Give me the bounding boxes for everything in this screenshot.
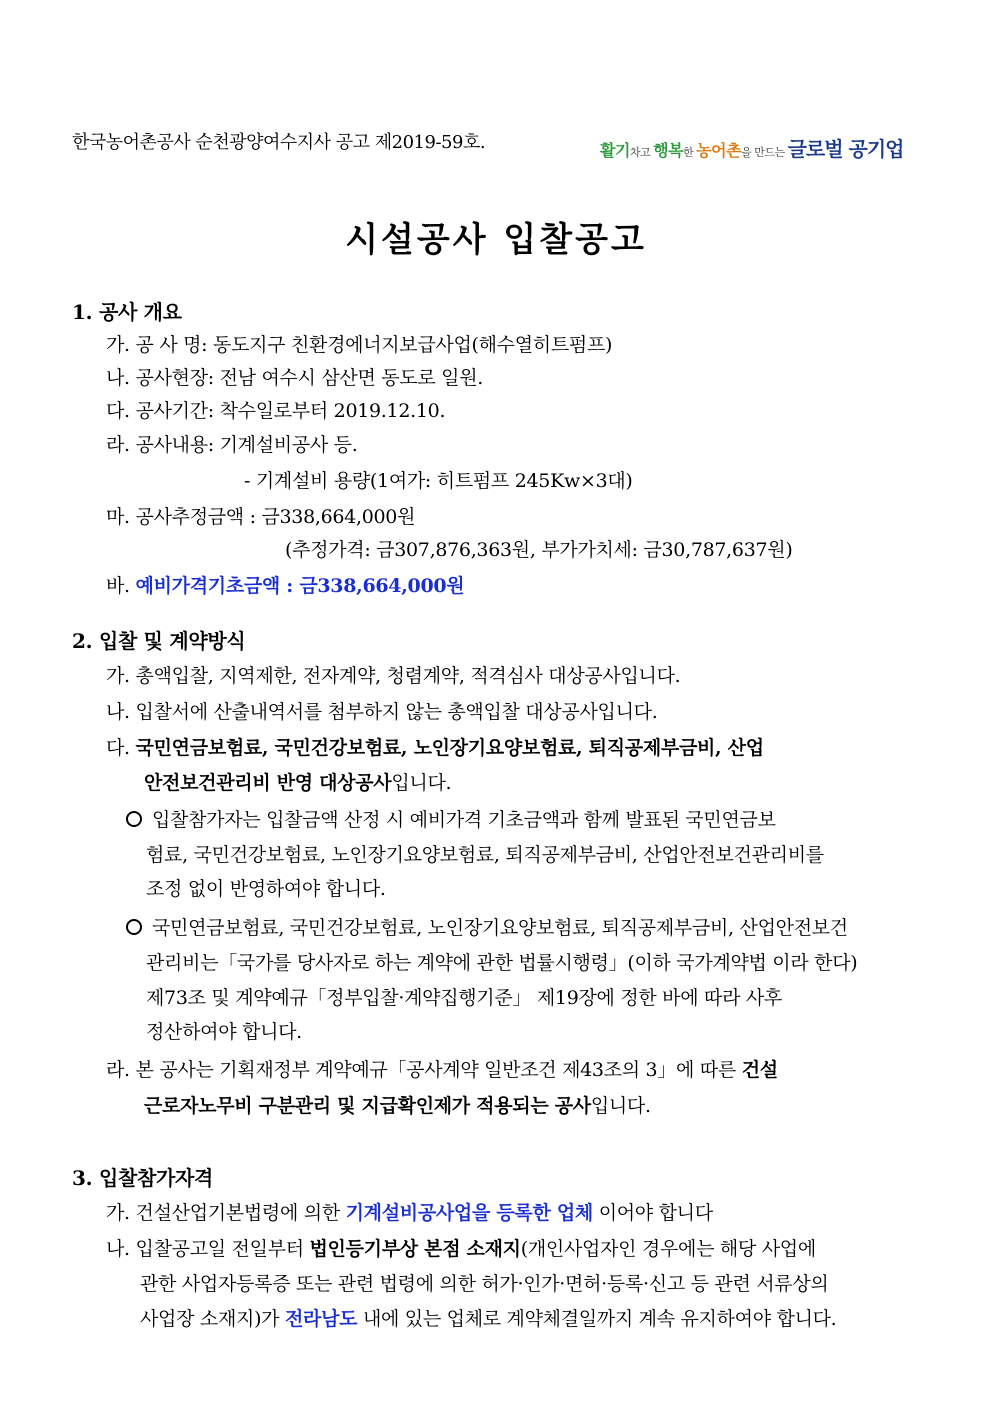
notice-number: 한국농어촌공사 순천광양여수지사 공고 제2019-59호. xyxy=(72,132,486,153)
s2-bullet-2-line2: 관리비는「국가를 당사자로 하는 계약에 관한 법률시행령」(이하 국가계약법 이라 한다) xyxy=(146,952,858,974)
s2-item-na: 나. 입찰서에 산출내역서를 첨부하지 않는 총액입찰 대상공사입니다. xyxy=(106,701,658,723)
s1-item-ma: 마. 공사추정금액 : 금338,664,000원 xyxy=(106,506,416,528)
s2-item-ga: 가. 총액입찰, 지역제한, 전자계약, 청렴계약, 적격심사 대상공사입니다. xyxy=(106,665,681,687)
section-2-heading: 2. 입찰 및 계약방식 xyxy=(72,629,246,653)
slogan-brand: 글로벌 공기업 xyxy=(787,137,904,161)
s3-item-na-l3-a: 사업장 소재지)가 xyxy=(140,1308,285,1330)
circle-bullet-icon xyxy=(126,811,142,827)
s2-item-ra-tail: 입니다. xyxy=(590,1095,651,1117)
s2-item-ra-bold: 건설 xyxy=(741,1059,778,1081)
s2-item-ra-bold2: 근로자노무비 구분관리 및 지급확인제가 적용되는 공사 xyxy=(144,1095,591,1117)
s3-item-na-line3 xyxy=(140,1304,836,1334)
s2-item-da-tail: 입니다. xyxy=(391,772,452,794)
circle-bullet-icon xyxy=(126,919,142,935)
s1-item-ga: 가. 공 사 명: 동도지구 친환경에너지보급사업(해수열히트펌프) xyxy=(106,334,613,356)
s2-bullet-2-text1: 국민연금보험료, 국민건강보험료, 노인장기요양보험료, 퇴직공제부금비, 산업안전보건 xyxy=(152,917,848,939)
reserve-price: 예비가격기초금액 : 금338,664,000원 xyxy=(135,575,465,597)
s3-item-na-bold: 법인등기부상 본점 소재지 xyxy=(309,1238,521,1260)
s3-item-ga-c: 이어야 합니다 xyxy=(592,1202,713,1224)
s3-item-na-line2: 관한 사업자등록증 또는 관련 법령에 의한 허가·인가·면허·등록·신고 등 관련 서류상의 xyxy=(140,1273,829,1295)
s2-item-da-line1 xyxy=(106,733,764,763)
s2-bullet-1-text1: 입찰참가자는 입찰금액 산정 시 예비가격 기초금액과 함께 발표된 국민연금보 xyxy=(152,809,776,831)
slogan-word-2: 차고 xyxy=(629,146,654,159)
s2-item-da-prefix: 다. xyxy=(106,737,136,759)
s1-item-ba-prefix: 바. xyxy=(106,575,136,597)
s3-item-na-line1 xyxy=(106,1234,816,1264)
s1-item-ba xyxy=(106,571,464,601)
s3-item-na-region: 전라남도 xyxy=(284,1308,358,1330)
section-3-heading: 3. 입찰참가자격 xyxy=(72,1166,214,1190)
s1-item-na: 나. 공사현장: 전남 여수시 삼산면 동도로 일원. xyxy=(106,367,483,389)
s2-bullet-2-line4: 정산하여야 합니다. xyxy=(146,1021,302,1043)
slogan-word-5: 농어촌 xyxy=(696,141,742,160)
slogan-logo xyxy=(600,133,903,162)
s3-item-na-a: 나. 입찰공고일 전일부터 xyxy=(106,1238,310,1260)
s1-item-da: 다. 공사기간: 착수일로부터 2019.12.10. xyxy=(106,400,446,422)
s2-item-da-bold2: 안전보건관리비 반영 대상공사 xyxy=(144,772,392,794)
s2-item-ra-line2 xyxy=(144,1091,651,1121)
section-1-heading: 1. 공사 개요 xyxy=(72,300,182,324)
s2-item-da-bold1: 국민연금보험료, 국민건강보험료, 노인장기요양보험료, 퇴직공제부금비, 산업 xyxy=(135,737,764,759)
s3-item-na-l3-c: 내에 있는 업체로 계약체결일까지 계속 유지하여야 합니다. xyxy=(357,1308,837,1330)
slogan-word-6: 을 만드는 xyxy=(741,146,788,159)
s2-bullet-2-line3: 제73조 및 계약예규「정부입찰·계약집행기준」 제19장에 정한 바에 따라 사후 xyxy=(146,987,782,1009)
document-title: 시설공사 입찰공고 xyxy=(345,220,647,260)
s2-item-ra-line1 xyxy=(106,1055,778,1085)
slogan-word-4: 한 xyxy=(683,146,697,159)
s1-item-ra-sub: - 기계설비 용량(1여가: 히트펌프 245Kw×3대) xyxy=(244,470,633,492)
s3-item-na-c: (개인사업자인 경우에는 해당 사업에 xyxy=(520,1238,816,1260)
slogan-word-1: 활기 xyxy=(600,141,630,160)
s1-item-ma-sub: (추정가격: 금307,876,363원, 부가가치세: 금30,787,637원) xyxy=(285,539,793,561)
s2-bullet-1-line1 xyxy=(126,805,776,835)
s2-bullet-1-line3: 조정 없이 반영하여야 합니다. xyxy=(146,878,386,900)
s2-bullet-2-line1 xyxy=(126,913,848,943)
s3-item-ga-a: 가. 건설산업기본법령에 의한 xyxy=(106,1202,346,1224)
s3-item-ga-highlight: 기계설비공사업을 등록한 업체 xyxy=(345,1202,593,1224)
s2-item-da-line2 xyxy=(144,768,451,798)
s2-bullet-1-line2: 험료, 국민건강보험료, 노인장기요양보험료, 퇴직공제부금비, 산업안전보건관리비를 xyxy=(146,844,824,866)
s2-item-ra-text: 라. 본 공사는 기획재정부 계약예규「공사계약 일반조건 제43조의 3」에 따른 xyxy=(106,1059,742,1081)
s3-item-ga xyxy=(106,1198,713,1228)
slogan-word-3: 행복 xyxy=(653,141,684,160)
s1-item-ra: 라. 공사내용: 기계설비공사 등. xyxy=(106,434,358,456)
